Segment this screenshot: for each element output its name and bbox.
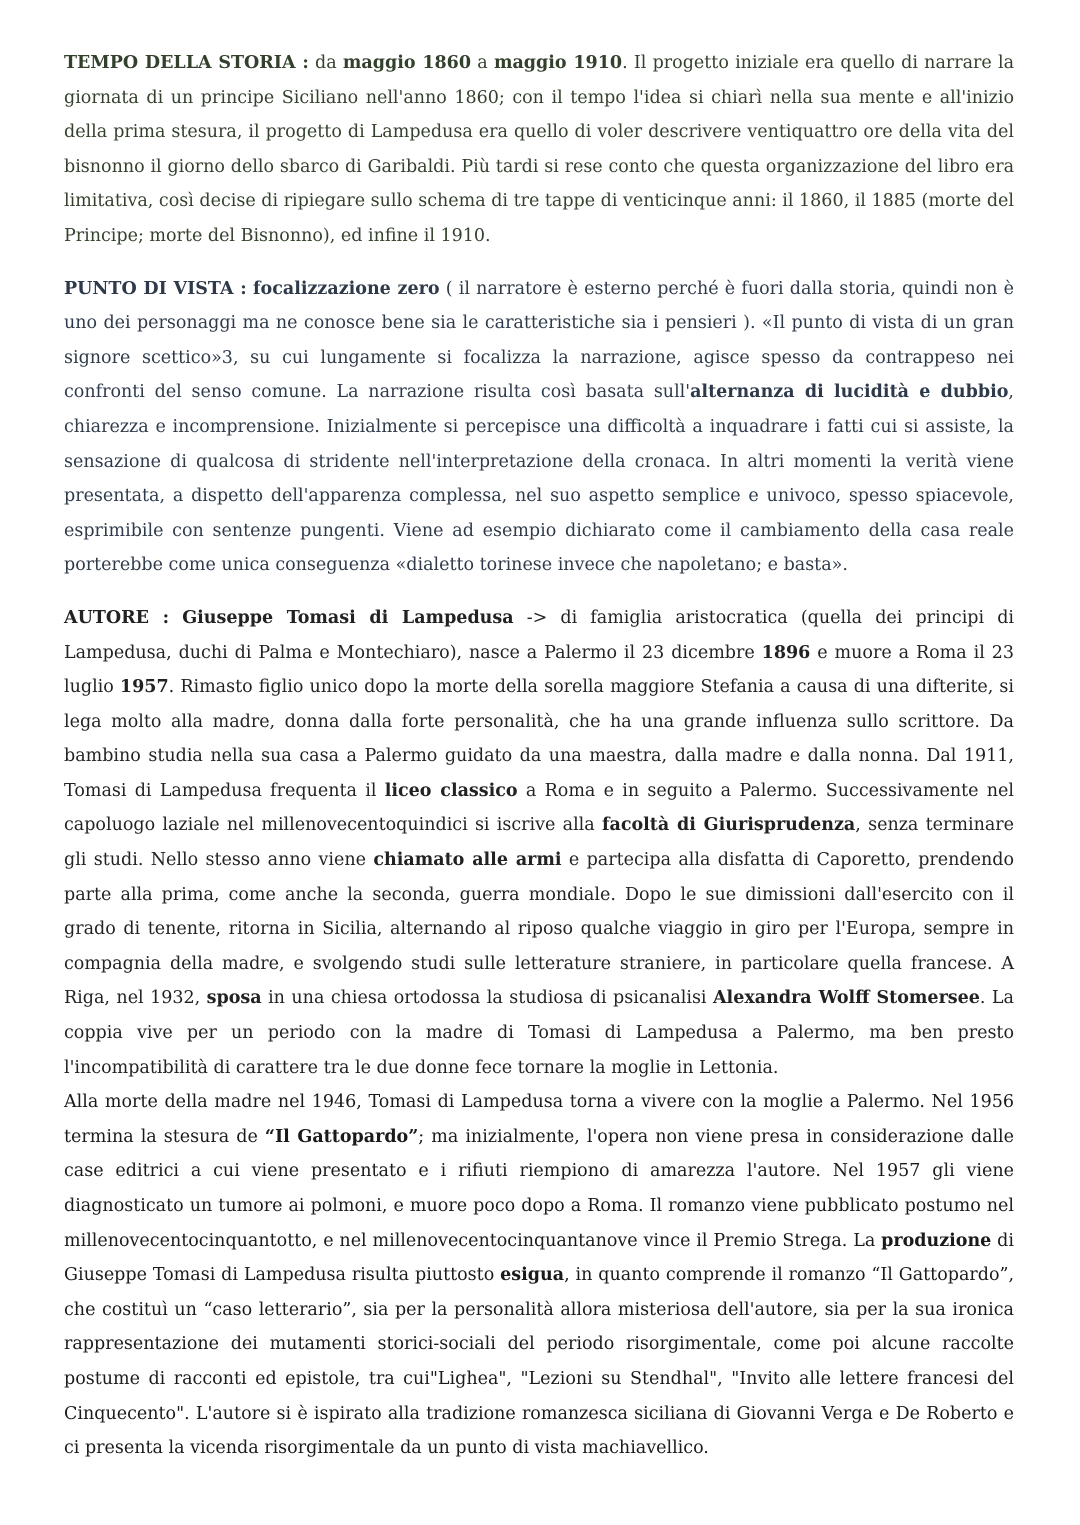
text-run: ; ma inizialmente, l'opera non viene presa in considerazione dalle case editrici a cui viene presentato e i rifiuti riempiono di amarezza l'autore. Nel 1957 gli viene diagnosticato un tumore ai polmoni, e muore poco dopo a Roma. Il romanzo viene pubblicato postumo nel millenovecentocinquantotto, e nel millenovecentocinquantanove vince il Premio Strega. La — [64, 1126, 1015, 1251]
heading-punto-di-vista: PUNTO DI VISTA : — [64, 278, 247, 299]
heading-tempo-della-storia: TEMPO DELLA STORIA : — [64, 53, 309, 73]
text-run: a — [471, 53, 494, 73]
paragraph-punto-di-vista — [64, 272, 1014, 583]
text-run: , senza terminare gli studi. Nello stesso anno viene — [64, 815, 1015, 871]
bold-run: focalizzazione zero — [253, 278, 440, 299]
text-run: e muore a Roma il 23 luglio — [64, 642, 1014, 698]
text-run: . Il progetto iniziale era quello di narrare la giornata di un principe Siciliano nell'anno 1860; con il tempo l'idea si chiarì nella sua mente e all'inizio della prima stesura, il progetto di Lampedusa era quello di voler descrivere ventiquattro ore della vita del bisnonno il giorno dello sbarco di Garibaldi. Più tardi si rese conto che questa organizzazione del libro era limitativa, così decise di ripiegare sullo schema di tre tappe di venticinque anni: il 1860, il 1885 (morte del Principe; morte del Bisnonno), ed infine il 1910. — [64, 53, 1015, 246]
text-run: Alla morte della madre nel 1946, Tomasi di Lampedusa torna a vivere con la moglie a Palermo. Nel 1956 termina la stesura de — [64, 1092, 1014, 1147]
bold-run: maggio 1860 — [342, 53, 472, 73]
text-run: in una chiesa ortodossa la studiosa di psicanalisi — [261, 988, 713, 1009]
bold-run: maggio 1910 — [493, 53, 623, 73]
bold-run: alternanza di lucidità e dubbio — [690, 382, 1009, 403]
text-run: . La coppia vive per un periodo con la madre di Tomasi di Lampedusa a Palermo, ma ben presto l'incompatibilità di carattere tra le due donne fece tornare la moglie in Lettonia. — [64, 988, 1014, 1078]
bold-run: “Il Gattopardo” — [264, 1126, 419, 1147]
bold-run: liceo classico — [384, 780, 518, 801]
bold-run: facoltà di Giurisprudenza — [601, 815, 856, 836]
text-run: -> di famiglia aristocratica (quella dei principi di Lampedusa, duchi di Palma e Montechiaro), nasce a Palermo il 23 dicembre — [64, 607, 1014, 663]
bold-run: esigua — [500, 1265, 565, 1286]
text-run: ( il narratore è esterno perché è fuori dalla storia, quindi non è uno dei personaggi ma ne conosce bene sia le caratteristiche sia i pensieri ). «Il punto di vista di un gran signore scettico»3, su cui lungamente si focalizza la narrazione, agisce spesso da contrappeso nei confronti del senso comune. La narrazione risulta così basata sull' — [64, 278, 1014, 403]
paragraph-autore-continued — [64, 1085, 1014, 1466]
text-run: . Rimasto figlio unico dopo la morte della sorella maggiore Stefania a causa di una difterite, si lega molto alla madre, donna dalla forte personalità, che ha una grande influenza sullo scrittore. Da bambino studia nella sua casa a Palermo guidato da una maestra, dalla madre e dalla nonna. Dal 1911, Tomasi di Lampedusa frequenta il — [64, 677, 1014, 801]
bold-run: sposa — [206, 988, 262, 1009]
text-run: e partecipa alla disfatta di Caporetto, prendendo parte alla prima, come anche la seconda, guerra mondiale. Dopo le sue dimissioni dall'esercito con il grado di tenente, ritorna in Sicilia, alternando al riposo qualche viaggio in giro per l'Europa, sempre in compagnia della madre, e svolgendo studi sulle letterature straniere, in particolare quella francese. A Riga, nel 1932, — [64, 850, 1014, 1009]
bold-run: produzione — [881, 1230, 992, 1251]
text-run: , in quanto comprende il romanzo “Il Gattopardo”, che costituì un “caso letterario”, sia per la personalità allora misteriosa dell'autore, sia per la sua ironica rappresentazione dei mutamenti storici-sociali del periodo risorgimentale, come poi alcune raccolte postume di racconti ed epistole, tra cui"Lighea", "Lezioni su Stendhal", "Invito alle lettere francesi del Cinquecento". L'autore si è ispirato alla tradizione romanzesca siciliana di Giovanni Verga e De Roberto e ci presenta la vicenda risorgimentale da un punto di vista machiavellico. — [64, 1265, 1015, 1459]
heading-autore: AUTORE : — [64, 607, 170, 628]
text-run — [169, 608, 182, 628]
bold-run: chiamato alle armi — [373, 850, 562, 871]
text-run: a Roma e in seguito a Palermo. Successivamente nel capoluogo laziale nel millenovecentoquindici si iscrive alla — [64, 780, 1014, 836]
paragraph-tempo-della-storia — [64, 46, 1014, 254]
bold-run: Giuseppe Tomasi di Lampedusa — [182, 607, 514, 628]
text-run: di Giuseppe Tomasi di Lampedusa risulta piuttosto — [64, 1230, 1014, 1286]
text-run: , chiarezza e incomprensione. Inizialmente si percepisce una difficoltà a inquadrare i fatti cui si assiste, la sensazione di qualcosa di stridente nell'interpretazione della cronaca. In altri momenti la verità viene presentata, a dispetto dell'apparenza complessa, nel suo aspetto semplice e univoco, spesso spiacevole, esprimibile con sentenze pungenti. Viene ad esempio dichiarato come il cambiamento della casa reale porterebbe come unica conseguenza «dialetto torinese invece che napoletano; e basta». — [64, 382, 1014, 576]
bold-run: Alexandra Wolff Stomersee — [712, 988, 980, 1009]
text-run: da — [308, 53, 343, 73]
bold-run: 1896 — [761, 642, 811, 663]
paragraph-autore — [64, 601, 1014, 1085]
bold-run: 1957 — [119, 677, 169, 698]
